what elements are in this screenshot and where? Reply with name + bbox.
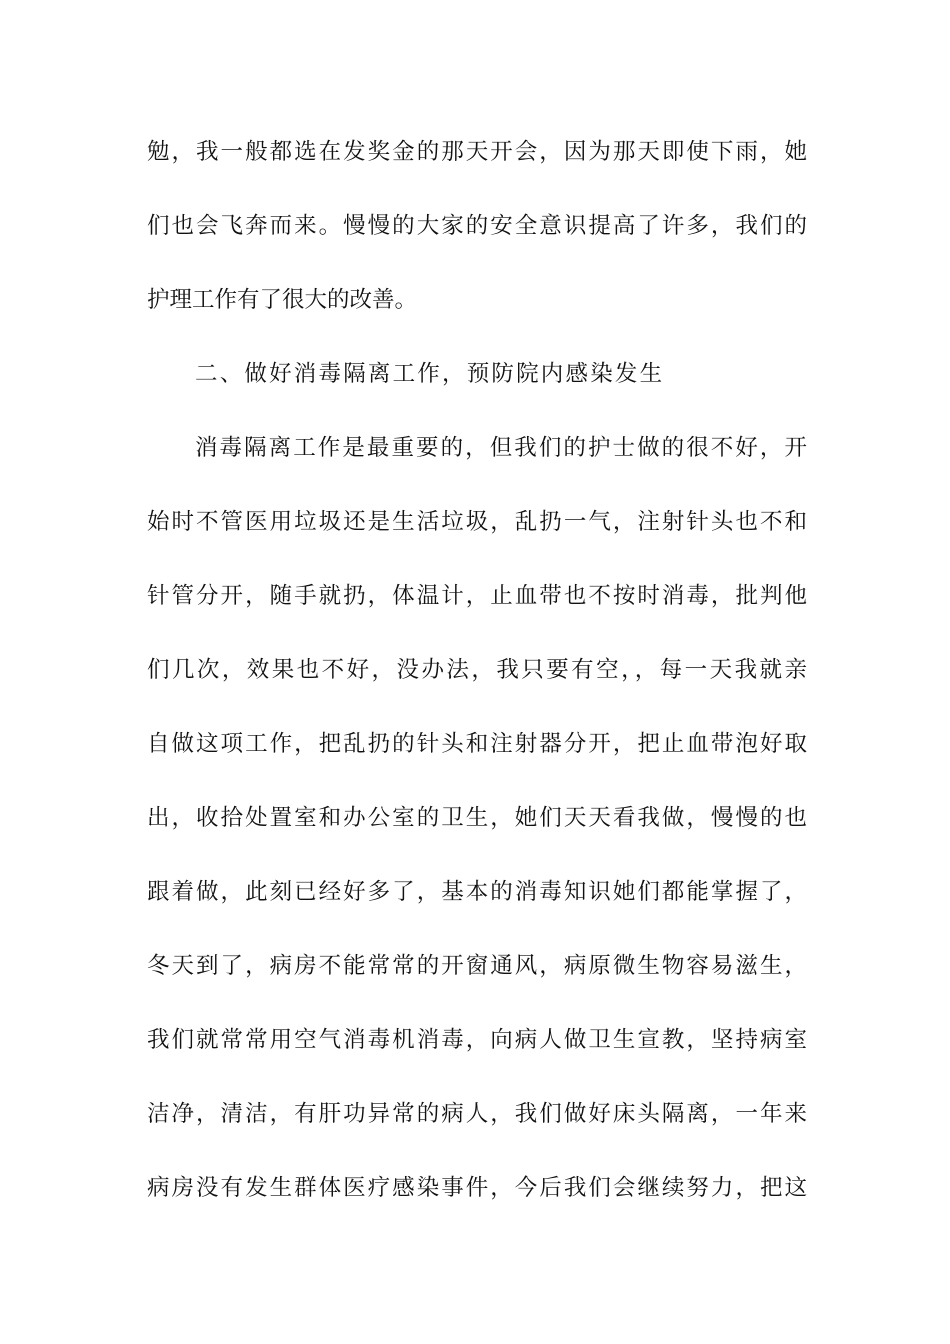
paragraph-line-3: 护理工作有了很大的改善。 [147,287,418,313]
paragraph-line-2: 们也会飞奔而来。慢慢的大家的安全意识提高了许多，我们的 [147,213,807,239]
paragraph-line-15: 病房没有发生群体医疗感染事件，今后我们会继续努力，把这 [147,1175,807,1201]
paragraph-line-8: 们几次，效果也不好，没办法，我只要有空，，每一天我就亲 [147,657,807,683]
paragraph-line-10: 出，收拾处置室和办公室的卫生，她们天天看我做，慢慢的也 [147,805,807,831]
paragraph-line-9: 自做这项工作，把乱扔的针头和注射器分开，把止血带泡好取 [147,731,807,757]
paragraph-line-7: 针管分开，随手就扔，体温计，止血带也不按时消毒，批判他 [147,583,807,609]
paragraph-line-13: 我们就常常用空气消毒机消毒，向病人做卫生宣教，坚持病室 [147,1027,807,1053]
paragraph-line-12: 冬天到了，病房不能常常的开窗通风，病原微生物容易滋生， [147,953,807,979]
paragraph-line-6: 始时不管医用垃圾还是生活垃圾，乱扔一气，注射针头也不和 [147,509,807,535]
paragraph-line-1: 勉，我一般都选在发奖金的那天开会，因为那天即使下雨，她 [147,139,807,165]
paragraph-line-14: 洁净，清洁，有肝功异常的病人，我们做好床头隔离，一年来 [147,1101,807,1127]
paragraph-line-11: 跟着做，此刻已经好多了，基本的消毒知识她们都能掌握了， [147,879,807,905]
paragraph-line-5: 消毒隔离工作是最重要的，但我们的护士做的很不好，开 [195,435,807,461]
section-heading: 二、做好消毒隔离工作，预防院内感染发生 [195,361,665,387]
